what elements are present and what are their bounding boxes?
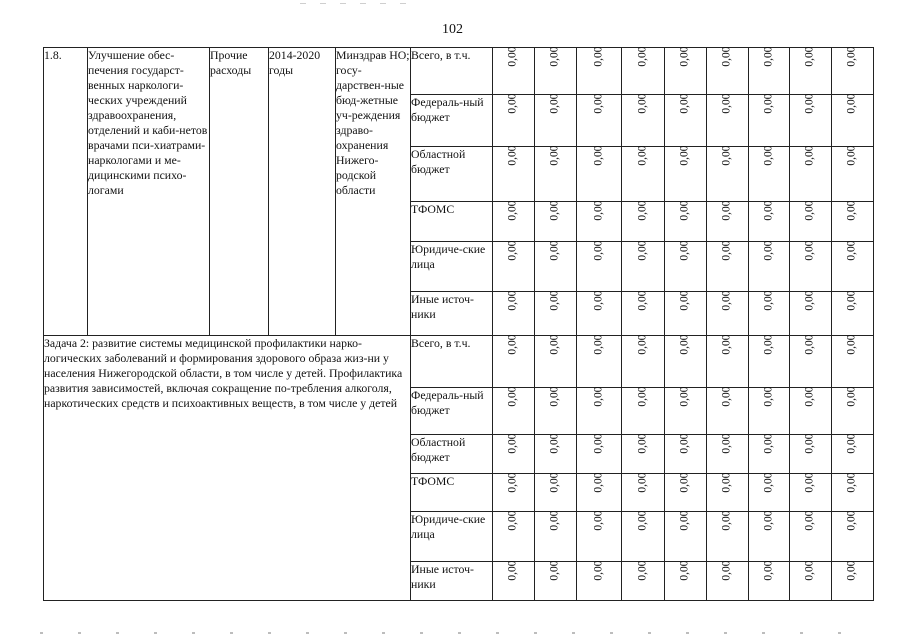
value-cell [749, 202, 790, 242]
value-text: 0,00 [636, 510, 649, 531]
value-text: 0,00 [721, 240, 733, 261]
value-cell [749, 435, 790, 474]
value-cell [493, 147, 535, 202]
value-text: 0,00 [804, 93, 816, 114]
value-cell [749, 292, 790, 336]
value-text: 0,00 [636, 46, 649, 67]
value-text: 0,00 [592, 145, 605, 166]
value-text: 0,00 [846, 472, 858, 493]
value-text: 0,00 [636, 560, 649, 581]
value-cell [707, 388, 749, 435]
value-cell [622, 435, 665, 474]
value-cell [832, 512, 874, 562]
value-cell [622, 388, 665, 435]
value-text: 0,00 [592, 386, 605, 407]
value-cell [577, 48, 622, 95]
value-cell [535, 292, 577, 336]
value-text: 0,00 [507, 46, 519, 67]
value-text: 0,00 [679, 386, 691, 407]
value-text: 0,00 [846, 290, 858, 311]
value-text: 0,00 [549, 200, 561, 221]
value-text: 0,00 [549, 240, 561, 261]
value-text: 0,00 [507, 433, 519, 454]
value-cell [832, 562, 874, 601]
value-text: 0,00 [804, 240, 816, 261]
value-cell [832, 336, 874, 388]
value-cell [790, 147, 832, 202]
value-text: 0,00 [721, 145, 733, 166]
value-text: 0,00 [679, 46, 691, 67]
value-cell [535, 336, 577, 388]
funding-source-label: Всего, в т.ч. [411, 336, 493, 388]
value-cell [577, 336, 622, 388]
value-cell [707, 95, 749, 147]
value-cell [622, 562, 665, 601]
value-cell [832, 95, 874, 147]
value-text: 0,00 [804, 46, 816, 67]
value-cell [665, 474, 707, 512]
value-text: 0,00 [679, 290, 691, 311]
value-text: 0,00 [636, 290, 649, 311]
value-text: 0,00 [549, 145, 561, 166]
value-text: 0,00 [549, 472, 561, 493]
value-text: 0,00 [592, 240, 605, 261]
value-text: 0,00 [721, 290, 733, 311]
funding-source-label: Юридиче-ские лица [411, 242, 493, 292]
value-text: 0,00 [679, 560, 691, 581]
value-cell [535, 435, 577, 474]
value-text: 0,00 [762, 290, 775, 311]
value-text: 0,00 [549, 46, 561, 67]
value-text: 0,00 [846, 433, 858, 454]
value-text: 0,00 [549, 386, 561, 407]
funding-source-label: Областной бюджет [411, 147, 493, 202]
value-cell [707, 147, 749, 202]
value-text: 0,00 [507, 560, 519, 581]
value-text: 0,00 [762, 46, 775, 67]
value-text: 0,00 [679, 433, 691, 454]
funding-source-label: ТФОМС [411, 202, 493, 242]
value-cell [749, 388, 790, 435]
value-cell [832, 388, 874, 435]
value-text: 0,00 [679, 472, 691, 493]
executor: Минздрав НО; госу-дарствен-ные бюд-жетные уч-реждения здраво-охранения Нижего-родской области [336, 48, 411, 336]
value-cell [493, 562, 535, 601]
value-text: 0,00 [804, 472, 816, 493]
value-cell [790, 202, 832, 242]
value-text: 0,00 [636, 386, 649, 407]
value-cell [665, 512, 707, 562]
value-text: 0,00 [549, 433, 561, 454]
value-cell [707, 435, 749, 474]
value-text: 0,00 [507, 334, 519, 355]
value-cell [493, 202, 535, 242]
funding-source-label: Всего, в т.ч. [411, 48, 493, 95]
value-cell [577, 147, 622, 202]
value-cell [493, 292, 535, 336]
value-text: 0,00 [762, 200, 775, 221]
value-cell [665, 95, 707, 147]
value-text: 0,00 [679, 240, 691, 261]
value-cell [665, 562, 707, 601]
value-cell [665, 336, 707, 388]
funding-source-label: Иные источ-ники [411, 292, 493, 336]
value-cell [707, 474, 749, 512]
value-cell [493, 435, 535, 474]
value-text: 0,00 [592, 93, 605, 114]
value-text: 0,00 [592, 200, 605, 221]
funding-source-label: ТФОМС [411, 474, 493, 512]
value-text: 0,00 [507, 386, 519, 407]
page-number: 102 [442, 22, 463, 37]
value-cell [577, 95, 622, 147]
value-cell [535, 147, 577, 202]
value-cell [790, 95, 832, 147]
value-text: 0,00 [846, 510, 858, 531]
value-text: 0,00 [762, 386, 775, 407]
funding-source-label: Иные источ-ники [411, 562, 493, 601]
funding-source-label: Областной бюджет [411, 435, 493, 474]
value-text: 0,00 [721, 472, 733, 493]
value-text: 0,00 [679, 145, 691, 166]
value-text: 0,00 [507, 510, 519, 531]
value-cell [535, 562, 577, 601]
value-cell [790, 562, 832, 601]
value-cell [665, 147, 707, 202]
funding-source-label: Федераль-ный бюджет [411, 388, 493, 435]
value-text: 0,00 [549, 510, 561, 531]
value-cell [832, 147, 874, 202]
value-text: 0,00 [846, 46, 858, 67]
value-text: 0,00 [592, 46, 605, 67]
value-text: 0,00 [846, 386, 858, 407]
value-cell [707, 512, 749, 562]
value-cell [535, 388, 577, 435]
value-text: 0,00 [507, 200, 519, 221]
value-cell [749, 512, 790, 562]
value-text: 0,00 [762, 472, 775, 493]
value-text: 0,00 [721, 386, 733, 407]
value-text: 0,00 [846, 93, 858, 114]
value-cell [577, 474, 622, 512]
value-text: 0,00 [804, 334, 816, 355]
value-cell [535, 512, 577, 562]
value-cell [832, 474, 874, 512]
value-cell [790, 292, 832, 336]
value-text: 0,00 [846, 240, 858, 261]
value-cell [832, 435, 874, 474]
value-cell [749, 474, 790, 512]
value-cell [665, 48, 707, 95]
value-text: 0,00 [592, 334, 605, 355]
value-text: 0,00 [721, 560, 733, 581]
value-text: 0,00 [721, 510, 733, 531]
value-text: 0,00 [721, 46, 733, 67]
table-row [44, 48, 874, 95]
value-text: 0,00 [636, 334, 649, 355]
value-text: 0,00 [679, 334, 691, 355]
value-cell [622, 242, 665, 292]
value-cell [665, 435, 707, 474]
value-text: 0,00 [507, 290, 519, 311]
value-cell [790, 242, 832, 292]
value-cell [749, 562, 790, 601]
value-cell [790, 435, 832, 474]
value-text: 0,00 [762, 93, 775, 114]
value-cell [790, 512, 832, 562]
value-text: 0,00 [636, 472, 649, 493]
value-text: 0,00 [804, 386, 816, 407]
expense-type: Прочие расходы [210, 48, 269, 336]
value-text: 0,00 [549, 334, 561, 355]
value-text: 0,00 [846, 560, 858, 581]
value-text: 0,00 [762, 240, 775, 261]
value-text: 0,00 [804, 290, 816, 311]
value-cell [577, 202, 622, 242]
value-cell [790, 474, 832, 512]
value-text: 0,00 [636, 433, 649, 454]
value-cell [707, 562, 749, 601]
value-cell [622, 336, 665, 388]
value-text: 0,00 [592, 433, 605, 454]
value-cell [622, 202, 665, 242]
value-cell [790, 336, 832, 388]
funding-source-label: Федераль-ный бюджет [411, 95, 493, 147]
value-cell [577, 242, 622, 292]
value-text: 0,00 [592, 472, 605, 493]
value-cell [707, 48, 749, 95]
value-cell [577, 562, 622, 601]
value-cell [493, 388, 535, 435]
value-text: 0,00 [549, 560, 561, 581]
value-text: 0,00 [804, 145, 816, 166]
table-row [44, 336, 874, 388]
value-text: 0,00 [636, 240, 649, 261]
value-text: 0,00 [507, 145, 519, 166]
funding-source-label: Юридиче-ские лица [411, 512, 493, 562]
value-cell [707, 202, 749, 242]
value-text: 0,00 [846, 145, 858, 166]
value-cell [749, 336, 790, 388]
value-cell [535, 242, 577, 292]
value-cell [493, 48, 535, 95]
scan-artifact [40, 632, 860, 634]
value-cell [832, 242, 874, 292]
budget-table [43, 47, 874, 601]
value-text: 0,00 [592, 510, 605, 531]
value-text: 0,00 [592, 290, 605, 311]
value-cell [749, 147, 790, 202]
value-text: 0,00 [762, 560, 775, 581]
period-years: 2014-2020 годы [269, 48, 336, 336]
value-cell [535, 474, 577, 512]
value-text: 0,00 [549, 93, 561, 114]
value-text: 0,00 [804, 433, 816, 454]
value-cell [535, 202, 577, 242]
item-name: Улучшение обес-печения государст-венных наркологи-ческих учреждений здравоохранения, отделений и каби-нетов врачами пси-хиатрами-наркологами и ме-дицинскими психо-логами [88, 48, 210, 336]
value-text: 0,00 [762, 433, 775, 454]
value-cell [749, 48, 790, 95]
value-text: 0,00 [804, 510, 816, 531]
value-cell [665, 202, 707, 242]
item-number: 1.8. [44, 48, 88, 336]
value-text: 0,00 [507, 93, 519, 114]
value-text: 0,00 [762, 334, 775, 355]
value-text: 0,00 [679, 93, 691, 114]
value-cell [577, 512, 622, 562]
value-cell [707, 336, 749, 388]
value-text: 0,00 [679, 510, 691, 531]
value-cell [832, 202, 874, 242]
scan-artifact [300, 3, 420, 4]
value-cell [622, 474, 665, 512]
value-cell [622, 147, 665, 202]
value-cell [665, 292, 707, 336]
value-text: 0,00 [721, 93, 733, 114]
value-cell [535, 48, 577, 95]
value-cell [665, 388, 707, 435]
value-cell [832, 292, 874, 336]
value-text: 0,00 [507, 472, 519, 493]
value-text: 0,00 [507, 240, 519, 261]
value-text: 0,00 [679, 200, 691, 221]
value-cell [493, 512, 535, 562]
value-text: 0,00 [592, 560, 605, 581]
value-text: 0,00 [846, 334, 858, 355]
value-text: 0,00 [721, 334, 733, 355]
value-text: 0,00 [636, 93, 649, 114]
value-text: 0,00 [636, 145, 649, 166]
value-cell [749, 95, 790, 147]
value-cell [577, 292, 622, 336]
value-cell [493, 242, 535, 292]
value-text: 0,00 [636, 200, 649, 221]
value-cell [535, 95, 577, 147]
value-cell [622, 512, 665, 562]
value-text: 0,00 [721, 433, 733, 454]
value-cell [832, 48, 874, 95]
task-description: Задача 2: развитие системы медицинской профилактики нарко-логических заболеваний и формирования здорового образа жиз-ни у населения Нижегородской области, в том числе у детей. Профилактика развития зависимостей, включая сокращение по-требления алкоголя, наркотических средств и психоактивных веществ, в том числе у детей [44, 336, 411, 601]
value-cell [622, 95, 665, 147]
value-cell [493, 474, 535, 512]
value-text: 0,00 [762, 145, 775, 166]
value-cell [622, 292, 665, 336]
value-text: 0,00 [549, 290, 561, 311]
value-text: 0,00 [846, 200, 858, 221]
value-cell [707, 242, 749, 292]
value-text: 0,00 [804, 560, 816, 581]
value-cell [665, 242, 707, 292]
value-cell [707, 292, 749, 336]
value-cell [790, 388, 832, 435]
value-cell [577, 435, 622, 474]
value-text: 0,00 [804, 200, 816, 221]
value-cell [493, 95, 535, 147]
value-cell [749, 242, 790, 292]
value-cell [790, 48, 832, 95]
value-cell [622, 48, 665, 95]
value-cell [577, 388, 622, 435]
value-cell [493, 336, 535, 388]
value-text: 0,00 [762, 510, 775, 531]
value-text: 0,00 [721, 200, 733, 221]
